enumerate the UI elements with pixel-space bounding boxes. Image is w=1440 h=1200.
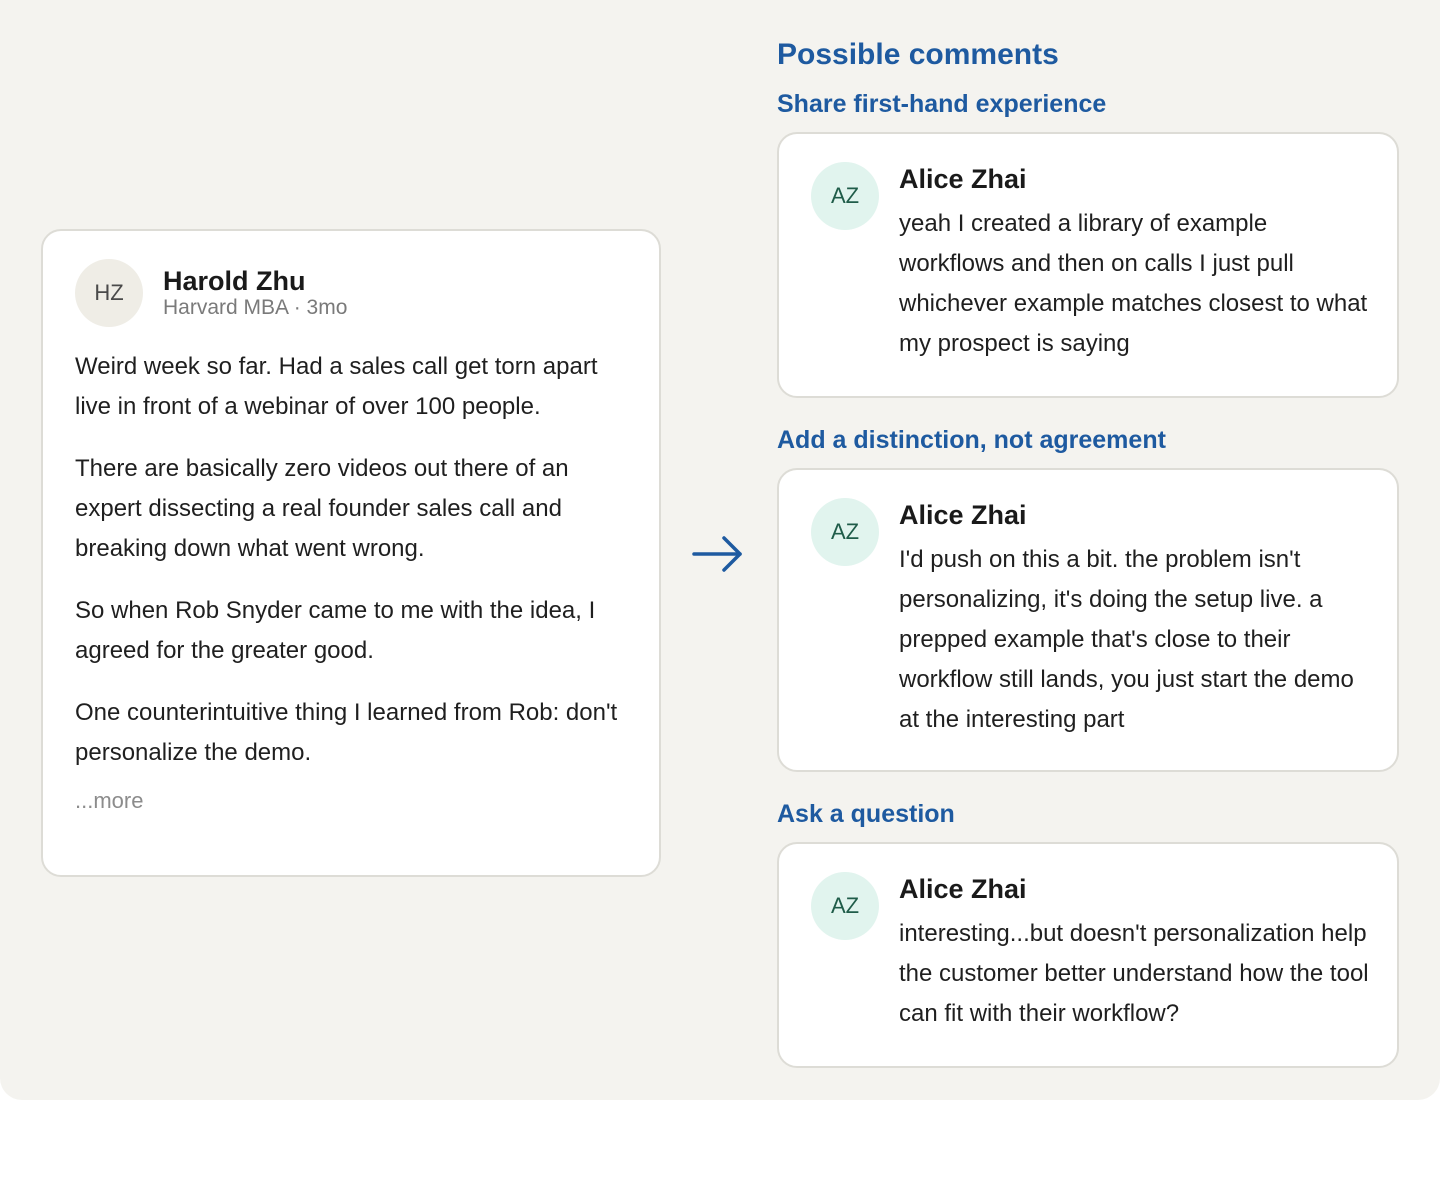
comment-card-distinction[interactable] <box>777 468 1399 772</box>
post-author-meta: Harvard MBA · 3mo <box>163 296 348 319</box>
avatar: AZ <box>811 498 879 566</box>
author-block <box>163 266 347 320</box>
possible-comments-heading: Possible comments <box>777 38 1059 71</box>
comment-content <box>899 874 1369 1034</box>
post-paragraph: One counterintuitive thing I learned from Rob: don't personalize the demo. <box>75 699 618 766</box>
comment-author-name: Alice Zhai <box>899 874 1027 904</box>
avatar: AZ <box>811 162 879 230</box>
comment-text: yeah I created a library of example workflows and then on calls I just pull whichever example matches closest to what my prospect is saying <box>899 210 1368 357</box>
comment-content <box>899 500 1369 740</box>
original-post-card <box>41 229 661 877</box>
post-paragraph: Weird week so far. Had a sales call get torn apart live in front of a webinar of over 100 people. <box>75 353 598 420</box>
comment-author-name: Alice Zhai <box>899 164 1027 194</box>
post-paragraph: So when Rob Snyder came to me with the idea, I agreed for the greater good. <box>75 597 596 664</box>
section-label-first-hand: Share first-hand experience <box>777 90 1107 118</box>
see-more-link[interactable]: ...more <box>75 788 144 813</box>
comment-content <box>899 164 1369 364</box>
section-label-distinction: Add a distinction, not agreement <box>777 426 1166 454</box>
comment-author-name: Alice Zhai <box>899 500 1027 530</box>
post-body <box>75 347 627 813</box>
comment-text: I'd push on this a bit. the problem isn't personalizing, it's doing the setup live. a prepped example that's close to their workflow still lands, you just start the demo at the interesting part <box>899 546 1354 733</box>
post-author-name[interactable]: Harold Zhu <box>163 266 306 296</box>
post-header <box>75 259 627 327</box>
comment-text: interesting...but doesn't personalization help the customer better understand how the tool can fit with their workflow? <box>899 920 1369 1027</box>
avatar[interactable]: HZ <box>75 259 143 327</box>
section-label-question: Ask a question <box>777 800 955 828</box>
arrow-right-icon <box>692 534 746 574</box>
avatar: AZ <box>811 872 879 940</box>
comment-card-first-hand[interactable] <box>777 132 1399 398</box>
comment-card-question[interactable] <box>777 842 1399 1068</box>
post-paragraph: There are basically zero videos out there of an expert dissecting a real founder sales call and breaking down what went wrong. <box>75 455 569 562</box>
